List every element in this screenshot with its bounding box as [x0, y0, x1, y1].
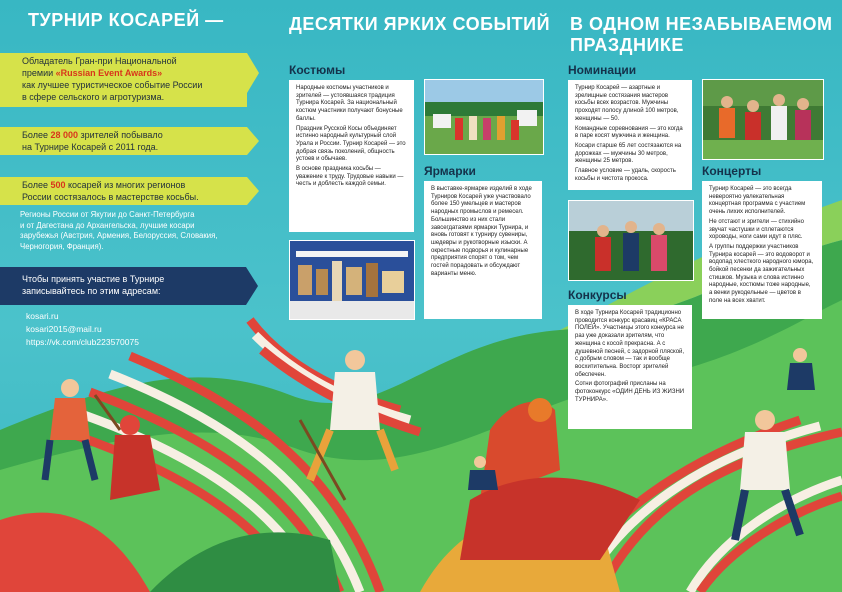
- concerts-paragraph: Не отстают и зрители — стихийно звучат частушки и сплетаются хороводы, ноги сами идут в пляс.: [709, 218, 804, 241]
- website-link[interactable]: kosari.ru: [26, 311, 59, 321]
- award-line1: Обладатель Гран-при Национальной: [22, 56, 177, 66]
- nominations-title: Номинации: [568, 63, 637, 77]
- costumes-box: [289, 80, 414, 232]
- email-link[interactable]: kosari2015@mail.ru: [26, 324, 102, 334]
- costumes-paragraph: Народные костюмы участников и зрителей — устоявшаяся традиция Турнира Косарей. За национальный костюм участники получают бонусные баллы.: [296, 85, 403, 122]
- nominations-paragraph: Главное условие — удаль, скорость косьбы и чистота прокоса.: [575, 168, 676, 182]
- contests-box: [568, 305, 692, 429]
- contests-paragraph: В ходе Турнира Косарей традиционно проводится конкурс красавиц «КРАСА ПОЛЕЙ». Участницы этого конкурса не раз уже доказали зрителям, что женщина с косой прекрасна. А с душевной песней, с задорной пляской, с добрым словом — так и вообще восхитительна. Восторг зрителей обеспечен.: [575, 310, 685, 378]
- award-ribbon: [0, 53, 247, 107]
- regions-line: зарубежья (Австрия, Армения, Белоруссия, Словакия,: [20, 231, 218, 240]
- header-col3-line1: В ОДНОМ НЕЗАБЫВАЕМОМ: [570, 14, 833, 34]
- contests-paragraph: Сотни фотографий присланы на фотоконкурс «ОДИН ДЕНЬ ИЗ ЖИЗНИ ТУРНИРА».: [575, 381, 685, 403]
- spectators-ribbon: [0, 127, 247, 155]
- header-col1: ТУРНИР КОСАРЕЙ —: [28, 10, 224, 30]
- award-line4: в сфере сельского и агротуризма.: [22, 92, 165, 102]
- regions-text: [20, 210, 260, 252]
- fairs-box: [424, 181, 542, 319]
- costumes-title: Костюмы: [289, 63, 346, 77]
- concerts-box: [702, 181, 822, 319]
- nominations-paragraph: Косари старше 65 лет состязаются на дорожках — мужчины 30 метров, женщины 25 метров.: [575, 142, 682, 165]
- concerts-paragraph: А группы поддержки участников Турнира косарей — это водоворот и водопад хлесткого народного юмора, бойкой песенки да зажигательных стишков. Музыка и слова истинно народные, костюмы тоже народные, а венки рукодельные — цветов в поле на всех хватит.: [709, 243, 814, 304]
- fair-stall-photo: [289, 240, 415, 320]
- mowers-line1: Более 500 косарей из многих регионов: [22, 180, 186, 190]
- singers-photo: [568, 200, 694, 281]
- spectators-line1: Более 28 000 зрителей побывало: [22, 130, 163, 140]
- fairs-title: Ярмарки: [424, 164, 476, 178]
- concerts-paragraph: Турнир Косарей — это всегда невероятно увлекательная концертная программа с участием очень лихих исполнителей.: [709, 186, 806, 216]
- folk-dance-photo: [424, 79, 544, 155]
- costumes-paragraph: Праздник Русской Косы объединяет истинно народный культурный слой Урала и России. Турнир Косарей — это добрая связь поколений, общность устоев и обычаев.: [296, 125, 406, 163]
- regions-line: Черногория, Франция).: [20, 241, 104, 251]
- cta-line2: записывайтесь по этим адресам:: [22, 286, 161, 296]
- award-line2: премии «Russian Event Awards»: [22, 68, 163, 78]
- contests-title: Конкурсы: [568, 288, 627, 302]
- nominations-box: [568, 80, 692, 190]
- costume-group-photo: [702, 79, 824, 160]
- mowers-count: 500: [50, 180, 66, 190]
- contacts: [26, 310, 139, 349]
- mowers-ribbon: [0, 177, 247, 205]
- spectators-line2: на Турнире Косарей с 2011 года.: [22, 142, 159, 152]
- nominations-paragraph: Командные соревнования — это когда в паре косят мужчина и женщина.: [575, 125, 683, 140]
- nominations-paragraph: Турнир Косарей — азартные и зрелищные состязания мастеров косьбы всех возрастов. Мужчины проходят полосу длиной 100 метров, женщины — 50.: [575, 85, 679, 122]
- regions-line: и от Дагестана до Архангельска, лучшие косари: [20, 220, 195, 230]
- vk-link[interactable]: https://vk.com/club223570075: [26, 337, 139, 347]
- cta-line1: Чтобы принять участие в Турнире: [22, 274, 165, 284]
- header-col2: ДЕСЯТКИ ЯРКИХ СОБЫТИЙ: [289, 14, 551, 34]
- header-col3-line2: ПРАЗДНИКЕ: [570, 35, 684, 55]
- spectators-count: 28 000: [50, 130, 79, 140]
- costumes-paragraph: В основе праздника косьбы — уважение к труду. Трудовые навыки — честь и доблесть каждой семьи.: [296, 166, 404, 188]
- award-line3: как лучшее туристическое событие России: [22, 80, 203, 90]
- fairs-paragraph: В выставке-ярмарке изделий в ходе Турниров Косарей уже участвовало более 150 умельцев и мастеров народных промыслов и ремесел. Большинство из них стали завсегдатаями ярмарки Турнира, и вновь готовят к турниру сувениры, шедевры и рукотворные изыски. А окрестные подворья и кулинарные предприятия спорят о том, чем гостей порадовать и обсуждают варианты меню.: [431, 186, 532, 277]
- concerts-title: Концерты: [702, 164, 762, 178]
- cta-banner: [0, 267, 246, 305]
- regions-line: Регионы России от Якутии до Санкт-Петербурга: [20, 210, 195, 219]
- award-highlight: «Russian Event Awards»: [55, 68, 163, 78]
- mowers-line2: России состязалось в мастерстве косьбы.: [22, 192, 199, 202]
